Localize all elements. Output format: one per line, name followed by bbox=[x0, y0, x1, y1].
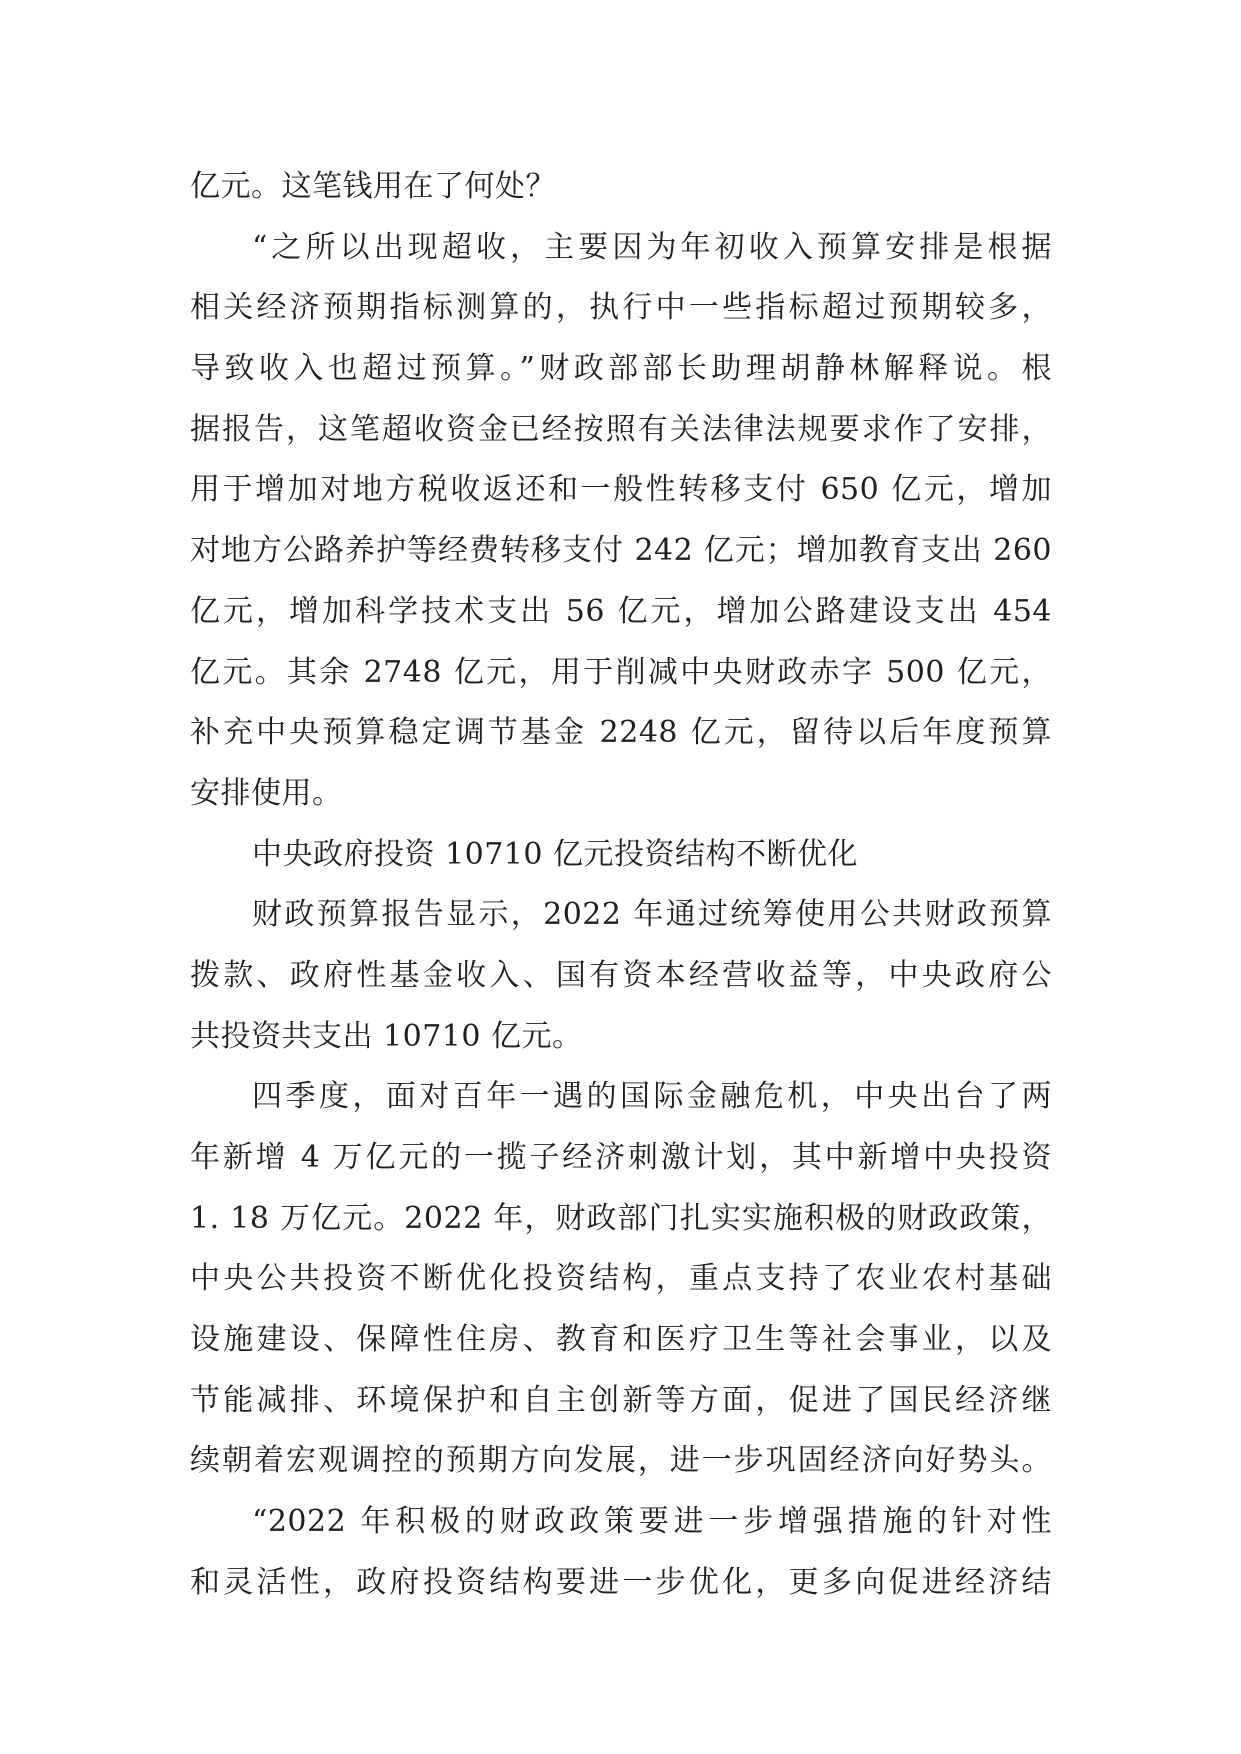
text-line: 节能减排、环境保护和自主创新等方面，促进了国民经济继 bbox=[190, 1382, 1052, 1418]
text-line: 中央公共投资不断优化投资结构，重点支持了农业农村基础 bbox=[190, 1261, 1052, 1297]
paragraph bbox=[190, 218, 1052, 825]
text-line: 安排使用。 bbox=[190, 775, 343, 811]
text-line: 四季度，面对百年一遇的国际金融危机，中央出台了两 bbox=[252, 1079, 1052, 1115]
text-line: 补充中央预算稳定调节基金 2248 亿元，留待以后年度预算 bbox=[190, 715, 1052, 751]
text-line: 财政预算报告显示，2022 年通过统筹使用公共财政预算 bbox=[252, 897, 1052, 933]
text-line: 和灵活性，政府投资结构要进一步优化，更多向促进经济结 bbox=[190, 1564, 1052, 1600]
text-line: 年新增 4 万亿元的一揽子经济刺激计划，其中新增中央投资 bbox=[190, 1140, 1052, 1175]
document-page bbox=[190, 157, 1052, 1614]
paragraph bbox=[190, 885, 1052, 1067]
text-line: 据报告，这笔超收资金已经按照有关法律法规要求作了安排， bbox=[190, 411, 1052, 447]
text-line: 拨款、政府性基金收入、国有资本经营收益等，中央政府公 bbox=[190, 957, 1052, 993]
paragraph bbox=[190, 1492, 1052, 1613]
text-line: 相关经济预期指标测算的，执行中一些指标超过预期较多， bbox=[190, 290, 1052, 326]
text-line: 1. 18 万亿元。2022 年，财政部门扎实实施积极的财政政策， bbox=[190, 1200, 1052, 1236]
text-line: 设施建设、保障性住房、教育和医疗卫生等社会事业，以及 bbox=[190, 1322, 1052, 1358]
text-line: 亿元。其余 2748 亿元，用于削减中央财政赤字 500 亿元， bbox=[190, 654, 1052, 690]
text-line: 亿元，增加科学技术支出 56 亿元，增加公路建设支出 454 bbox=[190, 593, 1052, 629]
text-line: 导致收入也超过预算。”财政部部长助理胡静林解释说。根 bbox=[190, 351, 1052, 387]
text-line: “之所以出现超收，主要因为年初收入预算安排是根据 bbox=[252, 229, 1052, 265]
text-line: 共投资共支出 10710 亿元。 bbox=[190, 1018, 583, 1054]
text-line: 中央政府投资 10710 亿元投资结构不断优化 bbox=[252, 836, 859, 872]
text-line: 对地方公路养护等经费转移支付 242 亿元；增加教育支出 260 bbox=[190, 533, 1052, 569]
text-line: “2022 年积极的财政政策要进一步增强措施的针对性 bbox=[252, 1504, 1052, 1540]
paragraph bbox=[190, 825, 1052, 886]
paragraph bbox=[190, 157, 1052, 218]
paragraph bbox=[190, 1067, 1052, 1492]
text-line: 续朝着宏观调控的预期方向发展，进一步巩固经济向好势头。 bbox=[190, 1443, 1052, 1479]
text-line: 用于增加对地方税收返还和一般性转移支付 650 亿元，增加 bbox=[190, 472, 1052, 508]
text-line: 亿元。这笔钱用在了何处？ bbox=[190, 169, 556, 204]
